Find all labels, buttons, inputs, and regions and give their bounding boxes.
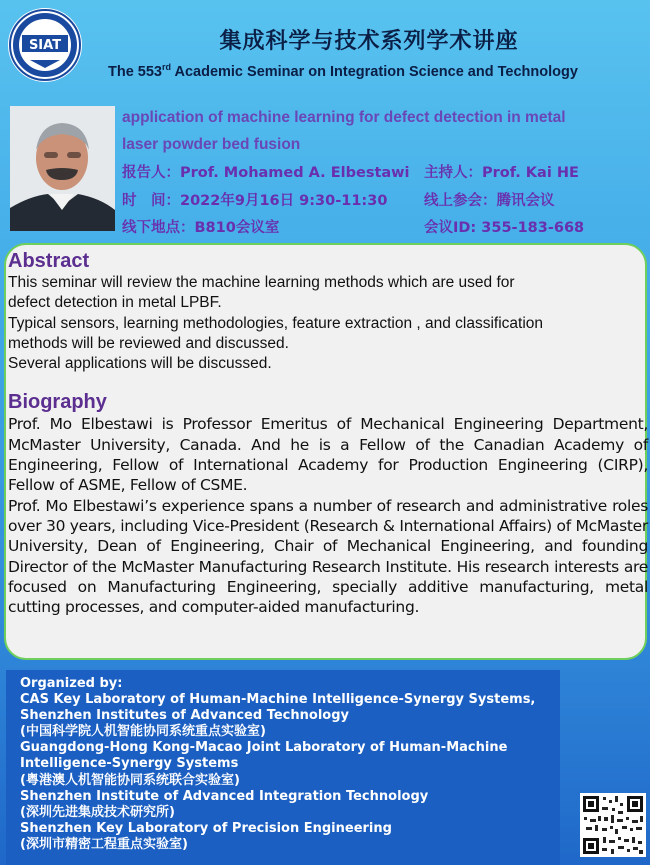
title-en-suffix: Academic Seminar on Integration Science and Technology — [171, 63, 578, 80]
online-info: 线上参会：腾讯会议 — [424, 193, 555, 209]
biography-heading: Biography — [8, 391, 107, 414]
time-info: 时 间：2022年9月16日 9:30-11:30 — [122, 193, 388, 209]
host-info: 主持人：Prof. Kai HE — [424, 165, 579, 181]
content-panel — [4, 243, 647, 660]
biography-paragraph: Prof. Mo Elbestawi is Professor Emeritus of Mechanical Engineering Department, McMaster University, Canada. And he is a Fellow of the Canadian Academy of Engineering, Fellow of International Academy for Production Engineering (CIRP), Fellow of ASME, Fellow of CSME. — [8, 415, 648, 495]
organizers-list — [20, 676, 535, 853]
organizers-label: Organized by: — [20, 676, 123, 691]
talk-title — [122, 104, 622, 158]
title-en-prefix: The 553 — [108, 63, 162, 80]
biography-paragraph: Prof. Mo Elbestawi’s experience spans a number of research and administrative roles over 30 years, including Vice-President (Research & International Affairs) of McMaster University, Dean of Engineering, Chair of Mechanical Engineering, and founding Director of the McMaster Manufacturing Research Institute. His research interests are focused on Manufacturing Engineering, specially additive manufacturing, metal cutting processes, and computer-aided manufacturing. — [8, 496, 648, 617]
abstract-line: Typical sensors, learning methodologies, feature extraction , and classification — [8, 314, 544, 332]
abstract-line: methods will be reviewed and discussed. — [8, 334, 289, 352]
organizer-line: (深圳市精密工程重点实验室) — [20, 836, 188, 852]
organizer-line: Shenzhen Institutes of Advanced Technology — [20, 708, 349, 724]
organizer-line: CAS Key Laboratory of Human-Machine Intelligence-Synergy Systems, — [20, 692, 536, 708]
organizer-line: (中国科学院人机智能协同系统重点实验室) — [20, 724, 266, 740]
abstract-line: This seminar will review the machine learning methods which are used for — [8, 274, 515, 291]
location-info: 线下地点：B810会议室 — [122, 220, 280, 236]
title-en-ordinal: rd — [162, 62, 171, 72]
organizer-line: Shenzhen Institute of Advanced Integration Technology — [20, 788, 429, 804]
organizer-line: Guangdong-Hong Kong-Macao Joint Laboratory of Human-Machine — [20, 740, 508, 756]
qr-code-icon — [580, 793, 646, 857]
talk-title-line: application of machine learning for defect detection in metal — [122, 109, 566, 126]
qr-code[interactable] — [580, 793, 646, 857]
meeting-id-info: 会议ID: 355-183-668 — [424, 220, 585, 236]
seminar-series-title-en — [108, 62, 578, 80]
abstract-heading: Abstract — [8, 250, 90, 272]
organizer-line: (粤港澳人机智能协同系统联合实验室) — [20, 772, 240, 788]
seminar-series-title-cn: 集成科学与技术系列学术讲座 — [219, 29, 519, 54]
logo-text: SIAT — [28, 38, 62, 53]
abstract-line: Several applications will be discussed. — [8, 355, 272, 373]
abstract-line: defect detection in metal LPBF. — [8, 294, 222, 312]
speaker-info: 报告人：Prof. Mohamed A. Elbestawi — [122, 165, 410, 181]
organizer-line: Intelligence-Synergy Systems — [20, 756, 239, 772]
organizer-line: Shenzhen Key Laboratory of Precision Engineering — [20, 820, 392, 836]
organizer-line: (深圳先进集成技术研究所) — [20, 804, 175, 820]
talk-title-line: laser powder bed fusion — [122, 136, 301, 153]
speaker-photo — [10, 106, 115, 231]
